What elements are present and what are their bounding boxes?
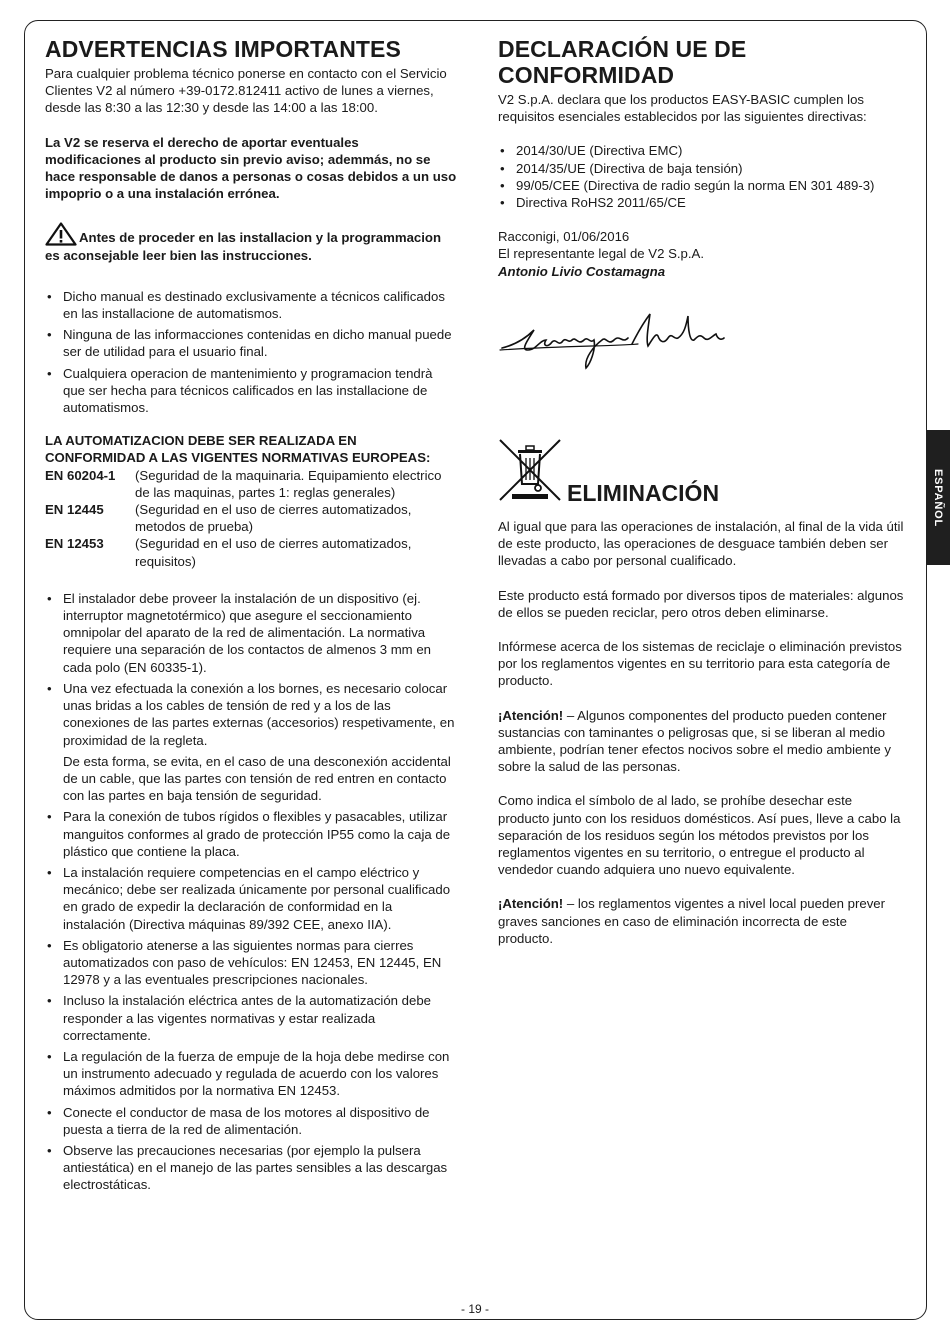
attention-text: – Algunos componentes del producto pueden contener sustancias con taminantes o peligrosas que, si se liberan al medio ambiente, podrían tener efectos nocivos sobre el medio ambiente y sobre la salud de las personas. (498, 707, 891, 775)
signer-name: Antonio Livio Costamagna (498, 263, 666, 279)
liability-notice: La V2 se reserva el derecho de aportar eventuales modificaciones al producto sin previo aviso; ademmás, no se hace responsable de danos a personas o cosas debidos a un uso impoprio o a una instalación errónea. (45, 134, 457, 202)
bullets-requirements (45, 808, 457, 1193)
list-item: • 99/05/CEE (Directiva de radio según la norma EN 301 489-3) (498, 177, 904, 194)
warning-text: Antes de proceder en las installacion y la programmacion es aconsejable leer bien las instrucciones. (45, 230, 442, 263)
norm-code: EN 12453 (45, 536, 104, 552)
handwritten-signature (498, 306, 728, 376)
crossed-out-bin-icon (498, 438, 564, 504)
norm-desc: (Seguridad en el uso de cierres automatizados, metodos de prueba) (135, 502, 412, 535)
norms-heading: LA AUTOMATIZACION DEBE SER REALIZADA EN CONFORMIDAD A LAS VIGENTES NORMATIVAS EUROPEAS: (45, 433, 431, 466)
norm-row (45, 501, 457, 535)
bullets-technicians (45, 288, 457, 416)
place-date: Racconigi, 01/06/2016 (498, 229, 630, 245)
disposal-attention-paragraph (498, 895, 904, 947)
right-column (498, 36, 904, 947)
disposal-title: ELIMINACIÓN (567, 480, 720, 507)
bullets-installation (45, 590, 457, 749)
disposal-paragraph: Infórmese acerca de los sistemas de reciclaje o eliminación previstos por los reglamentos vigentes en su territorio para esta categoría de producto. (498, 639, 902, 689)
list-item: • Ninguna de las informacciones contenidas en dicho manual puede ser de utilidad para el usuario final. (45, 326, 457, 360)
left-column (45, 36, 457, 1198)
norm-desc: (Seguridad en el uso de cierres automatizados, requisitos) (135, 536, 412, 569)
disposal-attention-paragraph (498, 707, 904, 776)
page-number: - 19 - (460, 1302, 489, 1316)
disposal-paragraph: Este producto está formado por diversos tipos de materiales: algunos de ellos se pueden reciclar, pero otros deben eliminarse. (498, 587, 904, 620)
warning-notice (45, 222, 457, 263)
list-item: • Para la conexión de tubos rígidos o flexibles y pasacables, utilizar manguitos conformes al grado de protección IP55 como la caja de plástico que contiene la placa. (45, 808, 457, 860)
list-item: • 2014/30/UE (Directiva EMC) (498, 142, 904, 159)
legal-representative: El representante legal de V2 S.p.A. (498, 246, 705, 262)
attention-label: ¡Atención! (498, 707, 564, 723)
directives-list (498, 142, 904, 211)
list-item: • Dicho manual es destinado exclusivamente a técnicos calificados en las installacione de automatismos. (45, 288, 457, 322)
list-item: • Una vez efectuada la conexión a los bornes, es necesario colocar unas bridas a los cables de tensión de red y a los de las conexiones de las partes externas (accesorios) respetivamente, en proximidad de la regleta. (45, 680, 457, 749)
attention-text: – los reglamentos vigentes a nivel local pueden prever graves sanciones en caso de eliminación incorrecta de este producto. (498, 896, 886, 946)
norm-row (45, 535, 457, 569)
list-item: • Incluso la instalación eléctrica antes de la automatización debe responder a las vigentes normativas y estar realizada correctamente. (45, 992, 457, 1044)
disposal-paragraph: Al igual que para las operaciones de instalación, al final de la vida útil de este producto, las operaciones de desguace también deben ser llevadas a cabo por personal cualificado. (498, 519, 904, 569)
disposal-header (498, 438, 904, 507)
list-item: • Conecte el conductor de masa de los motores al dispositivo de puesta a tierra de la red de alimentación. (45, 1104, 457, 1138)
list-item: • Es obligatorio atenerse a las siguientes normas para cierres automatizados con paso de vehículos: EN 12453, EN 12445, EN 12978 y a las eventuales prescripciones nacionales. (45, 937, 457, 989)
sub-paragraph: De esta forma, se evita, en el caso de una desconexión accidental de un cable, que las partes con tensión de red entren en contacto con las partes en baja tensión de seguridad. (63, 753, 451, 804)
warnings-title: ADVERTENCIAS IMPORTANTES (45, 36, 401, 62)
list-item: • Observe las precauciones necesarias (por ejemplo la pulsera antiestática) en el manejo de las partes sensibles a las descargas electrostáticas. (45, 1142, 457, 1194)
declaration-title: DECLARACIÓN UE DE CONFORMIDAD (498, 36, 747, 88)
warning-triangle-icon (45, 222, 77, 246)
language-tab (926, 430, 950, 565)
norm-code: EN 12445 (45, 502, 104, 518)
disposal-paragraph: Como indica el símbolo de al lado, se prohíbe desechar este producto junto con los residuos domésticos. Así pues, lleve a cabo la separación de los residuos según los métodos previstos por los reglamentos vigentes en su territorio, o entregue el producto al vendedor cuando adquiera uno nuevo equivalente. (498, 793, 901, 878)
list-item: • 2014/35/UE (Directiva de baja tensión) (498, 160, 904, 177)
list-item: • El instalador debe proveer la instalación de un dispositivo (ej. interruptor magnetotérmico) que asegure el seccionamiento omnipolar del aparato de la red de alimentación. La normativa requiere una separación de los contactos de almenos 3 mm en cada polo (EN 60335-1). (45, 590, 457, 676)
norm-row (45, 467, 457, 501)
declaration-intro: V2 S.p.A. declara que los productos EASY-BASIC cumplen los requisitos esenciales establecidos por las siguientes directivas: (498, 92, 867, 125)
norm-desc: (Seguridad de la maquinaria. Equipamiento electrico de las maquinas, partes 1: reglas generales) (135, 467, 442, 500)
language-tab-label: ESPAÑOL (932, 468, 944, 527)
list-item: • Directiva RoHS2 2011/65/CE (498, 194, 904, 211)
list-item: • La instalación requiere competencias en el campo eléctrico y mecánico; debe ser realizada únicamente por personal cualificado en grado de expedir la declaración de conformidad en la instalación (Directiva máquinas 89/392 CEE, anexo IIA). (45, 864, 457, 933)
norms-table (45, 467, 457, 570)
list-item: • La regulación de la fuerza de empuje de la hoja debe medirse con un instrumento adecuado y regulada de acuerdo con los valores máximos admitidos por la normativa EN 12453. (45, 1048, 457, 1100)
attention-label: ¡Atención! (498, 896, 564, 912)
norm-code: EN 60204-1 (45, 467, 116, 483)
list-item: • Cualquiera operacion de mantenimiento y programacion tendrà que ser hecha para técnicos calificados en las installacione de automatismos. (45, 365, 457, 417)
support-intro: Para cualquier problema técnico ponerse en contacto con el Servicio Clientes V2 al número +39-0172.812411 activo de lunes a viernes, desde las 8:30 a las 12:30 y desde las 14:00 a las 18:00. (45, 66, 447, 116)
